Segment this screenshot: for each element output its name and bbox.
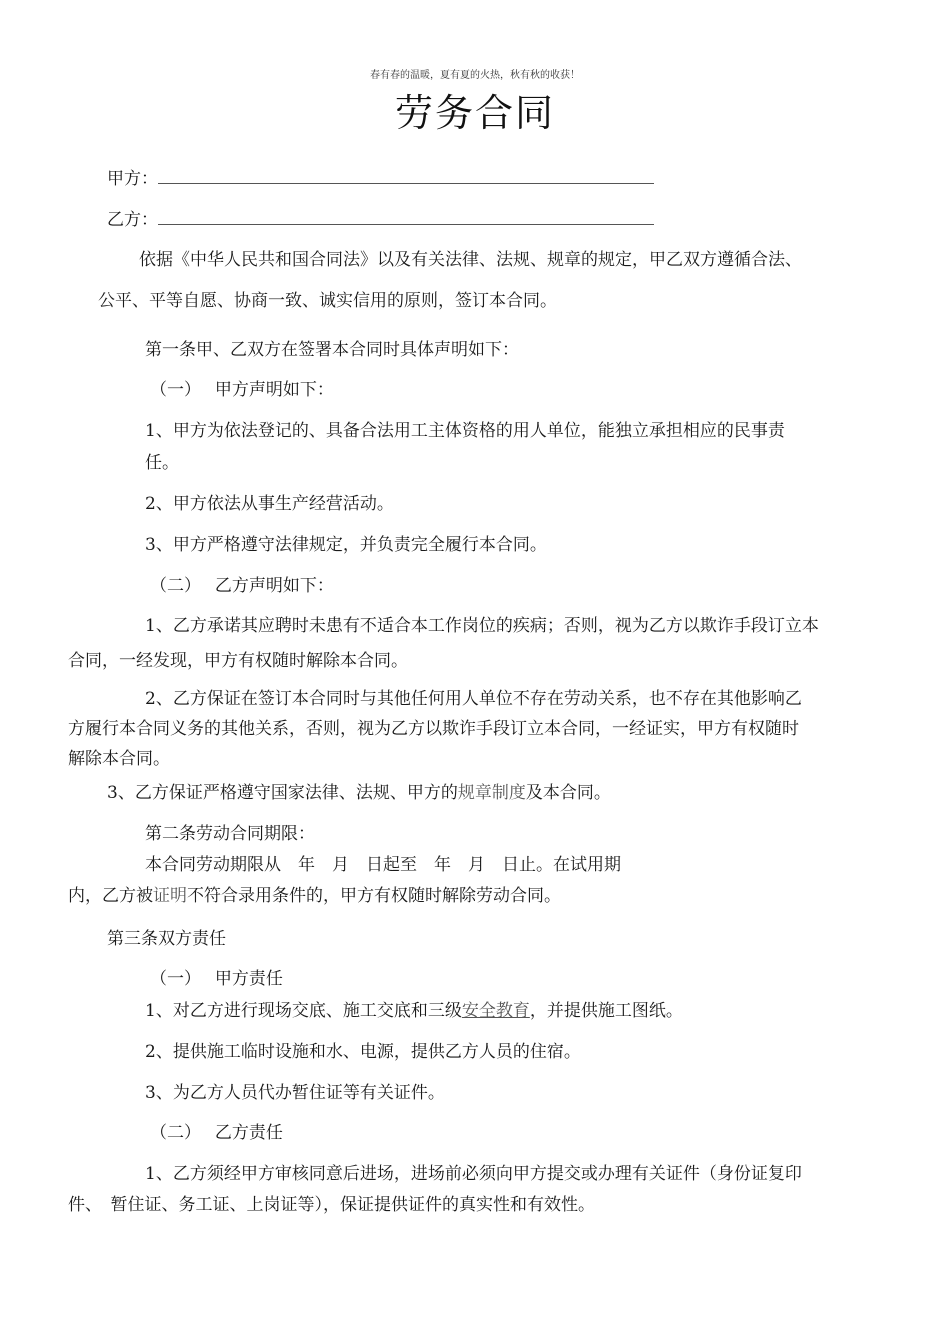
article-1-a-item-1-line-2: 任。 bbox=[145, 453, 179, 473]
party-a-label: 甲方： bbox=[107, 169, 158, 189]
party-a-blank[interactable] bbox=[158, 169, 654, 184]
intro-line-1: 依据《中华人民共和国合同法》以及有关法律、法规、规章的规定，甲乙双方遵循合法、 bbox=[139, 250, 802, 270]
article-1-b-item-2-line-1: 2、乙方保证在签订本合同时与其他任何用人单位不存在劳动关系，也不存在其他影响乙 bbox=[145, 689, 802, 709]
proof-link[interactable]: 证明 bbox=[153, 886, 187, 906]
article-1-b-item-2-line-2: 方履行本合同义务的其他关系，否则，视为乙方以欺诈手段订立本合同，一经证实，甲方有权随时 bbox=[68, 719, 799, 739]
rules-link[interactable]: 规章制度 bbox=[457, 783, 526, 803]
article-1-party-a-heading: （一） 甲方声明如下： bbox=[150, 380, 334, 400]
article-3-b-item-1-line-1: 1、乙方须经甲方审核同意后进场，进场前必须向甲方提交或办理有关证件（身份证复印 bbox=[145, 1164, 802, 1184]
article-3-party-a-heading: （一） 甲方责任 bbox=[150, 969, 283, 989]
article-3-a-item-3: 3、为乙方人员代办暂住证等有关证件。 bbox=[145, 1083, 445, 1103]
safety-education-link[interactable]: 安全教育 bbox=[461, 1001, 530, 1021]
intro-line-2: 公平、平等自愿、协商一致、诚实信用的原则，签订本合同。 bbox=[98, 291, 557, 311]
article-1-a-item-2: 2、甲方依法从事生产经营活动。 bbox=[145, 494, 394, 514]
article-2-line-2-text: 内，乙方被 bbox=[68, 886, 153, 906]
article-2-line-2-tail: 不符合录用条件的，甲方有权随时解除劳动合同。 bbox=[187, 886, 561, 906]
document-title: 劳务合同 bbox=[394, 91, 555, 135]
page-header-motto: 春有春的温暖，夏有夏的火热，秋有秋的收获！ bbox=[370, 70, 580, 81]
article-3-a-item-1-tail: ，并提供施工图纸。 bbox=[529, 1001, 683, 1021]
article-1-b-item-3-text: 3、乙方保证严格遵守国家法律、法规、甲方的 bbox=[107, 783, 458, 803]
article-1-b-item-1-line-2: 合同，一经发现，甲方有权随时解除本合同。 bbox=[68, 651, 408, 671]
article-1-b-item-3-tail: 及本合同。 bbox=[525, 783, 611, 803]
article-3-a-item-1 bbox=[145, 1001, 683, 1021]
article-3-a-item-1-text: 1、对乙方进行现场交底、施工交底和三级 bbox=[145, 1001, 462, 1021]
article-1-b-item-2-line-3: 解除本合同。 bbox=[68, 749, 170, 769]
article-2-line-1: 本合同劳动期限从 年 月 日起至 年 月 日止。在试用期 bbox=[145, 855, 621, 875]
party-b-label: 乙方： bbox=[107, 210, 158, 230]
article-3-party-b-heading: （二） 乙方责任 bbox=[150, 1123, 283, 1143]
article-1-title: 第一条甲、乙双方在签署本合同时具体声明如下： bbox=[145, 340, 519, 360]
article-3-a-item-2: 2、提供施工临时设施和水、电源，提供乙方人员的住宿。 bbox=[145, 1042, 581, 1062]
article-1-b-item-1-line-1: 1、乙方承诺其应聘时未患有不适合本工作岗位的疾病；否则，视为乙方以欺诈手段订立本 bbox=[145, 616, 819, 636]
party-b-line bbox=[107, 210, 654, 230]
article-2-title: 第二条劳动合同期限： bbox=[145, 824, 315, 844]
article-1-a-item-1-line-1: 1、甲方为依法登记的、具备合法用工主体资格的用人单位，能独立承担相应的民事责 bbox=[145, 421, 785, 441]
article-1-b-item-3 bbox=[107, 783, 611, 803]
article-2-line-2 bbox=[68, 886, 561, 906]
party-a-line bbox=[107, 169, 654, 189]
article-1-a-item-3: 3、甲方严格遵守法律规定，并负责完全履行本合同。 bbox=[145, 535, 547, 555]
article-3-title: 第三条双方责任 bbox=[107, 929, 226, 949]
article-3-b-item-1-line-2: 件、 暂住证、务工证、上岗证等），保证提供证件的真实性和有效性。 bbox=[68, 1195, 595, 1215]
party-b-blank[interactable] bbox=[158, 210, 654, 225]
article-1-party-b-heading: （二） 乙方声明如下： bbox=[150, 576, 334, 596]
